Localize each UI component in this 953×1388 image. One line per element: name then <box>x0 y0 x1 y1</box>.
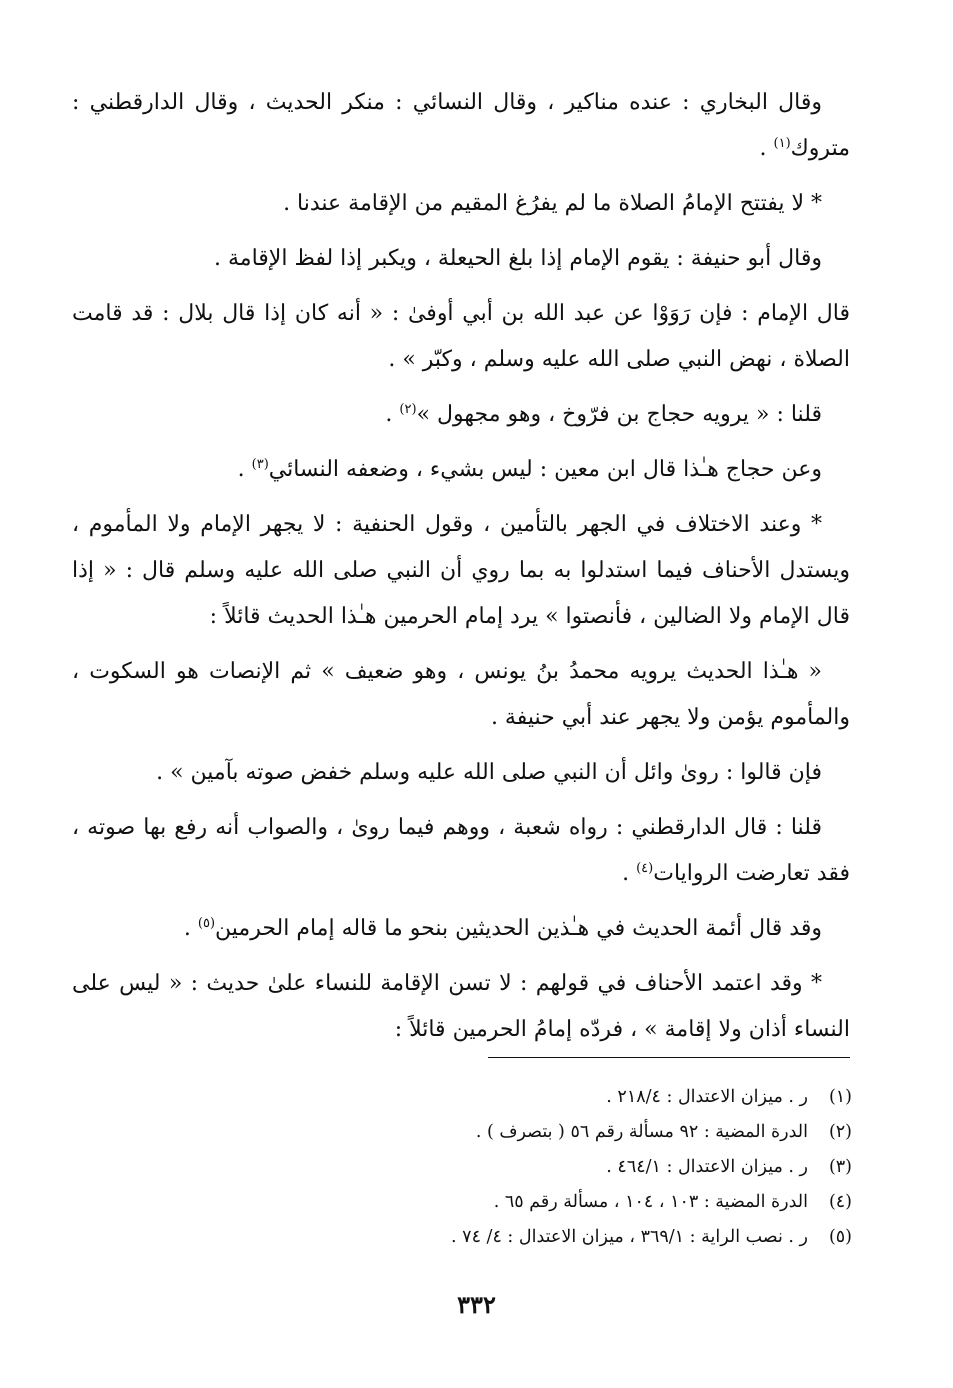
footnote-number: (٣) <box>828 1157 852 1177</box>
footnote-number: (٥) <box>828 1227 852 1247</box>
paragraph: وقال البخاري : عنده مناكير ، وقال النسائي : منكر الحديث ، وقال الدارقطني : متروك$^{(١)}$ . <box>72 90 850 161</box>
paragraph: قلنا : قال الدارقطني : رواه شعبة ، ووهم فيما روىٰ ، والصواب أنه رفع بها صوته ، فقد تعارضت الروايات$^{(٤)}$ . <box>72 815 850 886</box>
page-number: ٣٣٢ <box>457 1290 496 1319</box>
footnote <box>300 1150 852 1185</box>
footnote <box>300 1080 852 1115</box>
paragraph: * وعند الاختلاف في الجهر بالتأمين ، وقول الحنفية : لا يجهر الإمام ولا المأموم ، ويستدل الأحناف فيما استدلوا به بما روي أن النبي صلى الله عليه وسلم قال : « إذا قال الإمام ولا الضالين ، فأنصتوا » يرد إمام الحرمين هـٰذا الحديث قائلاً : <box>72 512 850 629</box>
footnote-text: الدرة المضية : ١٠٣ ، ١٠٤ ، مسألة رقم ٦٥ . <box>493 1192 808 1212</box>
paragraph: * وقد اعتمد الأحناف في قولهم : لا تسن الإقامة للنساء علىٰ حديث : « ليس على النساء أذان ولا إقامة » ، فردّه إمامُ الحرمين قائلاً : <box>72 971 850 1042</box>
footnote <box>300 1115 852 1150</box>
paragraph: وقد قال أئمة الحديث في هـٰذين الحديثين بنحو ما قاله إمام الحرمين$^{(٥)}$ . <box>183 916 822 941</box>
footnote <box>300 1220 852 1255</box>
footnote-ref[interactable]: (١) <box>773 136 791 151</box>
paragraph: * لا يفتتح الإمامُ الصلاة ما لم يفرُغ المقيم من الإقامة عندنا . <box>283 191 822 216</box>
footnote-ref[interactable]: (٣) <box>251 457 269 472</box>
footnote-text: ر . ميزان الاعتدال : ٤٦٤/١ . <box>606 1157 808 1177</box>
footnote-ref[interactable]: (٥) <box>197 916 216 931</box>
footnotes <box>300 1080 852 1255</box>
footnote-number: (١) <box>828 1087 852 1107</box>
paragraph: وعن حجاج هـٰذا قال ابن معين : ليس بشيء ، وضعفه النسائي$^{(٣)}$ . <box>237 457 822 482</box>
paragraph: وقال أبو حنيفة : يقوم الإمام إذا بلغ الحيعلة ، ويكبر إذا لفظ الإقامة . <box>214 246 822 271</box>
footnote-ref[interactable]: (٢) <box>399 402 417 417</box>
main-text <box>72 80 850 1062</box>
footnote <box>300 1185 852 1220</box>
footnote-ref[interactable]: (٤) <box>636 861 654 876</box>
footnote-number: (٤) <box>828 1192 852 1212</box>
footnote-number: (٢) <box>828 1122 852 1142</box>
footnote-separator <box>488 1057 850 1058</box>
paragraph: قلنا : « يرويه حجاج بن فرّوخ ، وهو مجهول »$^{(٢)}$ . <box>385 402 822 427</box>
footnote-text: ر . نصب الراية : ٣٦٩/١ ، ميزان الاعتدال : ٤/ ٧٤ . <box>451 1227 808 1247</box>
footnote-text: ر . ميزان الاعتدال : ٢١٨/٤ . <box>606 1087 808 1107</box>
paragraph: قال الإمام : فإن رَوَوْا عن عبد الله بن أبي أوفىٰ : « أنه كان إذا قال بلال : قد قامت الصلاة ، نهض النبي صلى الله عليه وسلم ، وكبّر » . <box>72 301 850 372</box>
paragraph: فإن قالوا : روىٰ وائل أن النبي صلى الله عليه وسلم خفض صوته بآمين » . <box>156 760 822 785</box>
footnote-text: الدرة المضية : ٩٢ مسألة رقم ٥٦ ( بتصرف ) . <box>475 1122 808 1142</box>
paragraph: « هـٰذا الحديث يرويه محمدُ بنُ يونس ، وهو ضعيف » ثم الإنصات هو السكوت ، والمأموم يؤمن ولا يجهر عند أبي حنيفة . <box>72 659 850 730</box>
